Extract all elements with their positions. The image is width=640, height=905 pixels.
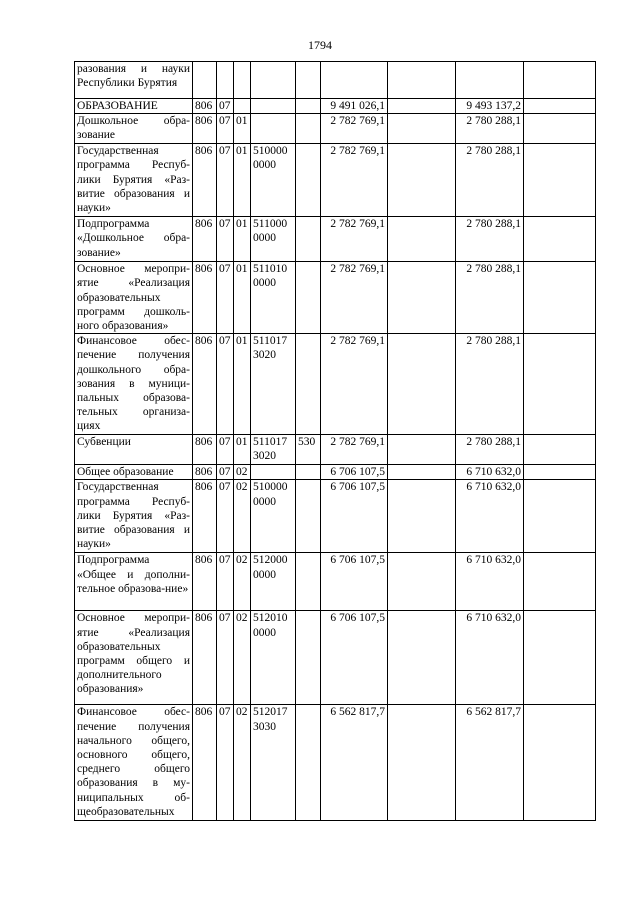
amount-col4 <box>524 705 596 821</box>
amount-col4 <box>524 480 596 553</box>
subsection-code: 01 <box>234 217 251 262</box>
expense-type-code <box>296 480 321 553</box>
subsection-code: 01 <box>234 262 251 334</box>
amount-col4 <box>524 611 596 705</box>
amount-col2 <box>388 144 456 217</box>
ministry-code: 806 <box>193 144 217 217</box>
ministry-code: 806 <box>193 114 217 144</box>
subsection-code: 02 <box>234 705 251 821</box>
section-code: 07 <box>217 114 234 144</box>
amount-col3: 2 780 288,1 <box>456 114 524 144</box>
amount-col3: 6 562 817,7 <box>456 705 524 821</box>
amount-col2 <box>388 334 456 435</box>
target-article-code: 510000 0000 <box>251 480 296 553</box>
amount-col3 <box>456 62 524 99</box>
subsection-code: 02 <box>234 480 251 553</box>
target-article-code: 511017 3020 <box>251 334 296 435</box>
amount-col1: 2 782 769,1 <box>321 144 388 217</box>
row-name: ОБРАЗОВАНИЕ <box>75 99 193 114</box>
section-code: 07 <box>217 99 234 114</box>
amount-col1: 2 782 769,1 <box>321 435 388 465</box>
amount-col3: 2 780 288,1 <box>456 435 524 465</box>
row-name: Государственная программа Респуб-лики Бурятия «Раз-витие образования и науки» <box>75 480 193 553</box>
amount-col4 <box>524 99 596 114</box>
row-name: Основное меропри-ятие «Реализация образовательных программ дошколь-ного образования» <box>75 262 193 334</box>
amount-col2 <box>388 217 456 262</box>
amount-col2 <box>388 114 456 144</box>
target-article-code <box>251 62 296 99</box>
amount-col3: 2 780 288,1 <box>456 217 524 262</box>
amount-col2 <box>388 62 456 99</box>
amount-col4 <box>524 435 596 465</box>
amount-col2 <box>388 705 456 821</box>
table-row <box>75 611 596 705</box>
section-code: 07 <box>217 705 234 821</box>
row-name: Финансовое обес-печение получения дошкольного обра-зования в муници-пальных образова-тельных организа-циях <box>75 334 193 435</box>
table-row <box>75 144 596 217</box>
amount-col4 <box>524 144 596 217</box>
row-name: Финансовое обес-печение получения начального общего, основного общего, среднего общего образования в му-ниципальных об-щеобразовательных <box>75 705 193 821</box>
section-code: 07 <box>217 144 234 217</box>
row-name: Государственная программа Респуб-лики Бурятия «Раз-витие образования и науки» <box>75 144 193 217</box>
ministry-code: 806 <box>193 99 217 114</box>
amount-col1: 6 706 107,5 <box>321 611 388 705</box>
amount-col1 <box>321 62 388 99</box>
target-article-code: 512000 0000 <box>251 553 296 611</box>
row-name: Подпрограмма «Общее и дополни-тельное образова-ние» <box>75 553 193 611</box>
amount-col2 <box>388 465 456 480</box>
subsection-code: 01 <box>234 334 251 435</box>
amount-col4 <box>524 465 596 480</box>
target-article-code: 510000 0000 <box>251 144 296 217</box>
expense-type-code <box>296 144 321 217</box>
ministry-code: 806 <box>193 334 217 435</box>
section-code <box>217 62 234 99</box>
table-row <box>75 62 596 99</box>
subsection-code: 02 <box>234 553 251 611</box>
amount-col4 <box>524 334 596 435</box>
expense-type-code <box>296 465 321 480</box>
budget-table <box>74 61 596 821</box>
expense-type-code <box>296 334 321 435</box>
section-code: 07 <box>217 553 234 611</box>
amount-col1: 9 491 026,1 <box>321 99 388 114</box>
amount-col2 <box>388 611 456 705</box>
amount-col3: 6 710 632,0 <box>456 465 524 480</box>
expense-type-code <box>296 262 321 334</box>
subsection-code <box>234 99 251 114</box>
amount-col2 <box>388 435 456 465</box>
expense-type-code: 530 <box>296 435 321 465</box>
amount-col2 <box>388 262 456 334</box>
expense-type-code <box>296 611 321 705</box>
table-row <box>75 435 596 465</box>
ministry-code: 806 <box>193 705 217 821</box>
subsection-code: 02 <box>234 465 251 480</box>
amount-col1: 6 706 107,5 <box>321 553 388 611</box>
table-row <box>75 217 596 262</box>
subsection-code: 01 <box>234 114 251 144</box>
amount-col3: 9 493 137,2 <box>456 99 524 114</box>
table-row <box>75 334 596 435</box>
amount-col3: 6 710 632,0 <box>456 611 524 705</box>
ministry-code: 806 <box>193 465 217 480</box>
section-code: 07 <box>217 611 234 705</box>
amount-col3: 6 710 632,0 <box>456 480 524 553</box>
target-article-code: 512010 0000 <box>251 611 296 705</box>
amount-col1: 2 782 769,1 <box>321 334 388 435</box>
table-row <box>75 99 596 114</box>
subsection-code <box>234 62 251 99</box>
target-article-code: 511000 0000 <box>251 217 296 262</box>
table-row <box>75 114 596 144</box>
amount-col4 <box>524 217 596 262</box>
section-code: 07 <box>217 262 234 334</box>
section-code: 07 <box>217 435 234 465</box>
row-name: Дошкольное обра-зование <box>75 114 193 144</box>
row-name: Субвенции <box>75 435 193 465</box>
amount-col4 <box>524 62 596 99</box>
section-code: 07 <box>217 465 234 480</box>
expense-type-code <box>296 99 321 114</box>
amount-col1: 6 562 817,7 <box>321 705 388 821</box>
amount-col1: 2 782 769,1 <box>321 217 388 262</box>
amount-col4 <box>524 262 596 334</box>
target-article-code <box>251 99 296 114</box>
amount-col4 <box>524 114 596 144</box>
amount-col3: 2 780 288,1 <box>456 144 524 217</box>
expense-type-code <box>296 62 321 99</box>
amount-col2 <box>388 553 456 611</box>
ministry-code: 806 <box>193 217 217 262</box>
section-code: 07 <box>217 217 234 262</box>
table-row <box>75 480 596 553</box>
page-number: 1794 <box>308 38 332 52</box>
ministry-code <box>193 62 217 99</box>
expense-type-code <box>296 553 321 611</box>
row-name: разования и науки Республики Бурятия <box>75 62 193 99</box>
ministry-code: 806 <box>193 262 217 334</box>
ministry-code: 806 <box>193 611 217 705</box>
row-name: Подпрограмма «Дошкольное обра-зование» <box>75 217 193 262</box>
target-article-code: 512017 3030 <box>251 705 296 821</box>
amount-col1: 6 706 107,5 <box>321 480 388 553</box>
target-article-code <box>251 114 296 144</box>
target-article-code <box>251 465 296 480</box>
table-row <box>75 553 596 611</box>
ministry-code: 806 <box>193 435 217 465</box>
table-row <box>75 465 596 480</box>
table-body <box>75 62 596 821</box>
section-code: 07 <box>217 480 234 553</box>
target-article-code: 511017 3020 <box>251 435 296 465</box>
amount-col3: 6 710 632,0 <box>456 553 524 611</box>
expense-type-code <box>296 217 321 262</box>
amount-col3: 2 780 288,1 <box>456 334 524 435</box>
ministry-code: 806 <box>193 480 217 553</box>
amount-col1: 2 782 769,1 <box>321 114 388 144</box>
ministry-code: 806 <box>193 553 217 611</box>
amount-col2 <box>388 99 456 114</box>
amount-col1: 2 782 769,1 <box>321 262 388 334</box>
subsection-code: 01 <box>234 144 251 217</box>
section-code: 07 <box>217 334 234 435</box>
row-name: Основное меропри-ятие «Реализация образовательных программ общего и дополнительного образования» <box>75 611 193 705</box>
target-article-code: 511010 0000 <box>251 262 296 334</box>
subsection-code: 01 <box>234 435 251 465</box>
subsection-code: 02 <box>234 611 251 705</box>
table-row <box>75 705 596 821</box>
amount-col3: 2 780 288,1 <box>456 262 524 334</box>
expense-type-code <box>296 705 321 821</box>
table-row <box>75 262 596 334</box>
row-name: Общее образование <box>75 465 193 480</box>
amount-col1: 6 706 107,5 <box>321 465 388 480</box>
amount-col4 <box>524 553 596 611</box>
expense-type-code <box>296 114 321 144</box>
amount-col2 <box>388 480 456 553</box>
